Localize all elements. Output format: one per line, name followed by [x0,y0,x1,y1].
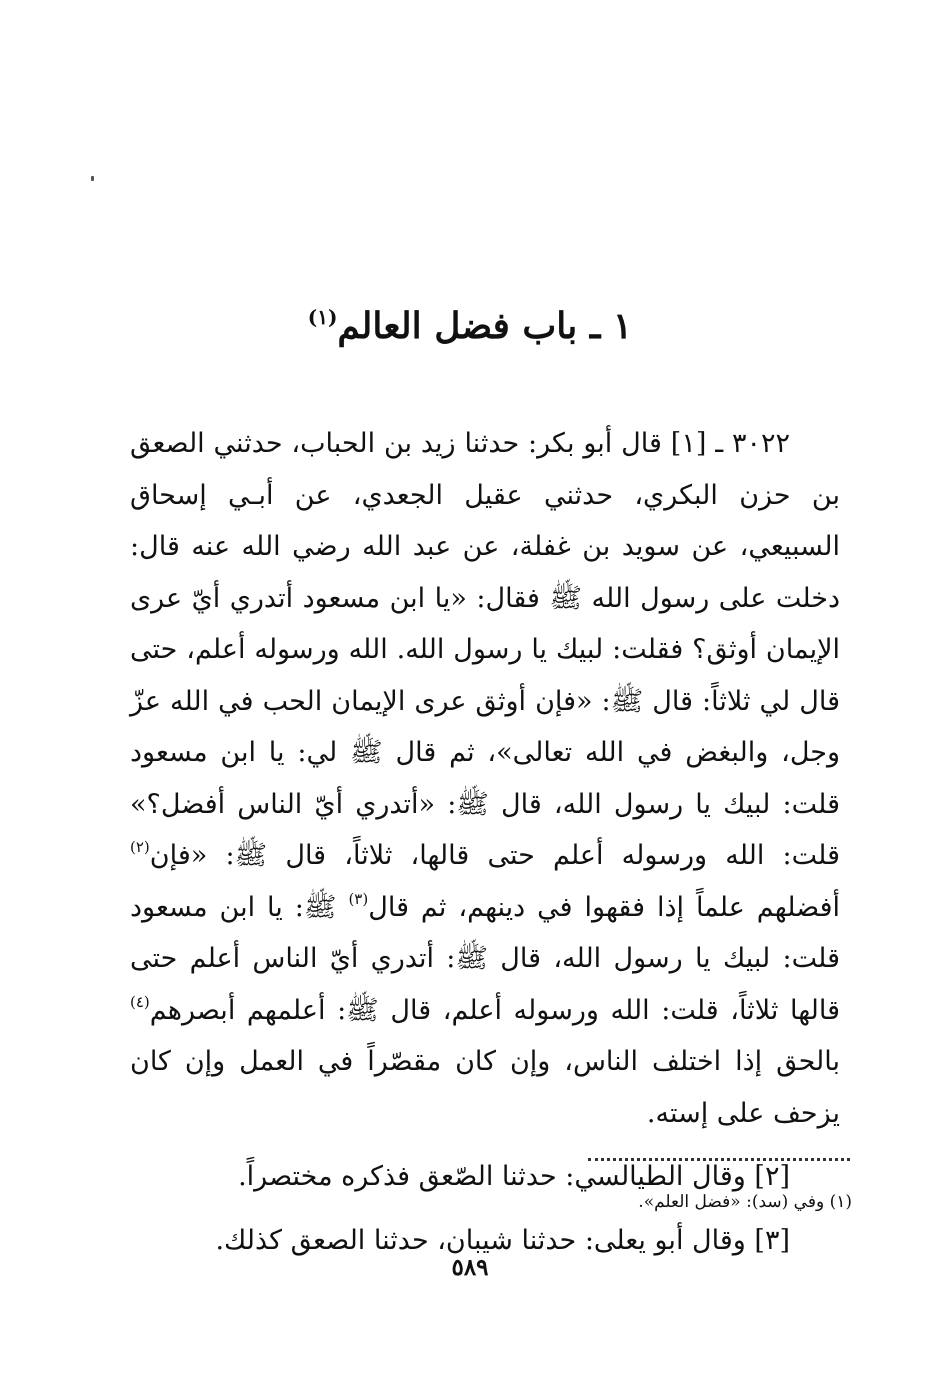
footnote-separator [588,1158,850,1161]
footnote-1: (١) وفي (سد): «فضل العلم». [638,1192,852,1212]
paper-speck [91,176,94,181]
hadith-text-part-1: ٣٠٢٢ ـ [١] قال أبو بكر: حدثنا زيد بن الحباب، حدثني الصعق بن حزن البكري، حدثني عقيل الجعدي، عن أبـي إسحاق السبيعي، عن سويد بن غفلة، عن عبد الله رضي الله عنه قال: دخلت على رسول الله ﷺ فقال: «يا ابن مسعود أتدري أيّ عرى الإيمان أوثق؟ فقلت: لبيك يا رسول الله. الله ورسوله أعلم، حتى قال لي ثلاثاً: قال ﷺ: «فإن أوثق عرى الإيمان الحب في الله عزّ وجل، والبغض في الله تعالى»، ثم قال ﷺ لي: يا ابن مسعود قلت: لبيك يا رسول الله، قال ﷺ: «أتدري أيّ الناس أفضل؟» قلت: الله ورسوله أعلم حتى قالها، ثلاثاً، قال ﷺ: «فإن [130,428,840,871]
chapter-footnote-ref: (١) [307,305,338,329]
chapter-title-text: ١ ـ باب فضل العالم [337,305,633,347]
hadith-paragraph [130,418,840,1139]
hadith-text-part-2: أفضلهم علماً إذا فقهوا في دينهم، ثم قال [368,891,840,923]
variant-abu-yala: [٣] وقال أبو يعلى: حدثنا شيبان، حدثنا الصعق كذلك. [215,1224,790,1256]
footnote-ref-3: (٣) [348,889,369,908]
main-text-block [130,418,840,1266]
hadith-text-part-3: ﷺ: يا ابن مسعود قلت: لبيك يا رسول الله، قال ﷺ: أتدري أيّ الناس أعلم حتى قالها ثلاثاً، قلت: الله ورسوله أعلم، قال ﷺ: أعلمهم أبصرهم [130,891,840,1026]
chapter-heading [130,296,810,356]
footnote-ref-2: (٢) [130,838,150,856]
page-number: ٥٨٩ [451,1254,489,1281]
footnote-ref-4: (٤) [130,992,150,1011]
hadith-text-part-4: بالحق إذا اختلف الناس، وإن كان مقصّراً في العمل وإن كان يزحف على إسته. [130,1046,840,1129]
variant-tayalisi: [٢] وقال الطيالسي: حدثنا الصّعق فذكره مختصراً. [238,1161,790,1192]
